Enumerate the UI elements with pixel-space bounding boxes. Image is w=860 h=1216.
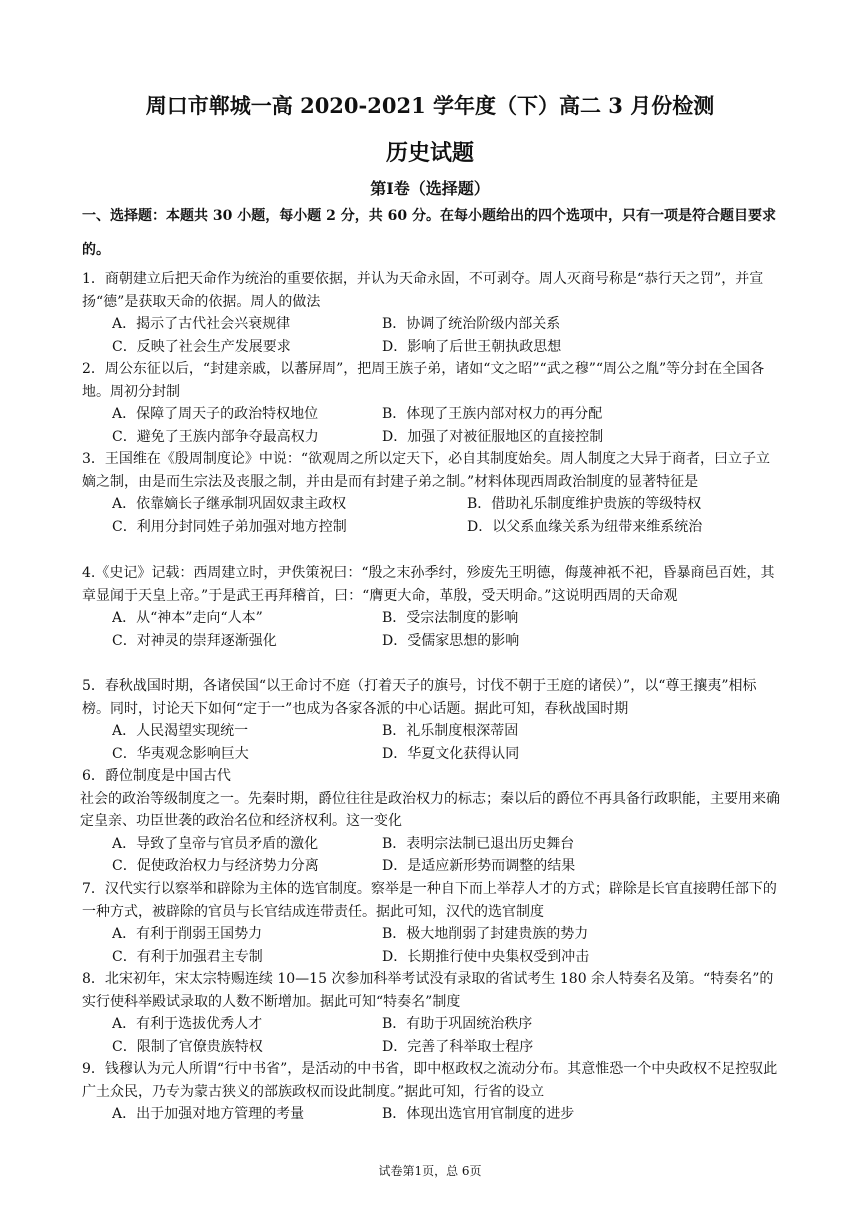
option-c: C．避免了王族内部争夺最高权力 <box>112 428 319 445</box>
option-b: B．借助礼乐制度维护贵族的等级特权 <box>467 496 702 512</box>
option-d: D．长期推行使中央集权受到冲击 <box>382 948 590 965</box>
option-a: A．依靠嫡长子继承制巩固奴隶主政权 <box>112 496 347 512</box>
option-b: B．表明宗法制已退出历史舞台 <box>382 835 575 852</box>
question-4 <box>82 562 782 652</box>
question-6 <box>82 765 782 878</box>
option-b: B．体现出选官用官制度的进步 <box>382 1106 575 1122</box>
option-d: D．是适应新形势而调整的结果 <box>382 858 576 874</box>
option-c: C．对神灵的崇拜逐渐强化 <box>112 632 277 649</box>
question-stem: 6．爵位制度是中国古代 <box>82 768 231 784</box>
option-b: B．有助于巩固统治秩序 <box>382 1016 533 1032</box>
option-d: D．受儒家思想的影响 <box>382 632 520 649</box>
question-stem: 8．北宋初年，宋太宗特赐连续 10—15 次参加科举考试没有录取的省试考生 180 余人特奏名及第。“特奏名”的实行使科举殿试录取的人数不断增加。据此可知“特奏名”制度 <box>82 971 774 1010</box>
instruction-text: 一、选择题：本题共 30 小题，每小题 2 分，共 60 分。在每小题给出的四个选项中，只有一项是符合题目要求的。 <box>82 208 776 258</box>
page-footer: 试卷第1页，总 6页 <box>378 1164 482 1178</box>
question-1 <box>82 268 782 358</box>
question-8 <box>82 968 782 1058</box>
option-b: B．体现了王族内部对权力的再分配 <box>382 406 603 422</box>
question-stem: 2．周公东征以后，“封建亲戚，以蕃屏周”，把周王族子弟，诸如“文之昭”“武之穆”“周公之胤”等分封在全国各地。周初分封制 <box>82 361 765 400</box>
option-d: D．加强了对被征服地区的直接控制 <box>382 428 604 445</box>
question-stem: 5．春秋战国时期，各诸侯国“以王命讨不庭（打着天子的旗号，讨伐不朝于王庭的诸侯）”，以“尊王攘夷”相标榜。同时，讨论天下如何“定于一”也成为各家各派的中心话题。据此可知，春秋战国时期 <box>82 678 757 717</box>
subject-title: 历史试题 <box>385 140 474 166</box>
option-c: C．限制了官僚贵族特权 <box>112 1038 263 1055</box>
option-a: A．有利于削弱王国势力 <box>112 926 263 942</box>
option-b: B．礼乐制度根深蒂固 <box>382 723 519 739</box>
option-d: D．完善了科举取士程序 <box>382 1038 534 1055</box>
question-stem: 4.《史记》记载：西周建立时，尹佚策祝曰：“殷之末孙季纣，殄废先王明德，侮蔑神祇不祀，昏暴商邑百姓，其章显闻于天皇上帝。”于是武王再拜稽首，曰：“膺更大命，革殷，受天明命。”这说明西周的天命观 <box>82 565 775 604</box>
option-a: A．从“神本”走向“人本” <box>112 610 263 626</box>
question-9 <box>82 1058 782 1126</box>
option-c: C．利用分封同姓子弟加强对地方控制 <box>112 518 347 535</box>
section-title: 第Ⅰ卷（选择题） <box>370 179 490 198</box>
option-d: D．以父系血缘关系为纽带来维系统治 <box>467 518 703 535</box>
question-2 <box>82 358 782 448</box>
option-c: C．有利于加强君主专制 <box>112 948 263 965</box>
question-stem: 1．商朝建立后把天命作为统治的重要依据，并认为天命永固，不可剥夺。周人灭商号称是“恭行天之罚”，并宣扬“德”是获取天命的依据。周人的做法 <box>82 271 764 310</box>
option-b: B．协调了统治阶级内部关系 <box>382 316 561 332</box>
exam-title: 周口市郸城一高 2020-2021 学年度（下）高二 3 月份检测 <box>145 93 715 118</box>
option-c: C．促使政治权力与经济势力分离 <box>112 858 319 874</box>
question-stem: 9．钱穆认为元人所谓“行中书省”，是活动的中书省，即中枢政权之流动分布。其意惟恐一个中央政权不足控驭此广土众民，乃专为蒙古狭义的部族政权而设此制度。”据此可知，行省的设立 <box>82 1061 778 1100</box>
question-stem: 7．汉代实行以察举和辟除为主体的选官制度。察举是一种自下而上举荐人才的方式；辟除是长官直接聘任部下的一种方式，被辟除的官员与长官结成连带责任。据此可知，汉代的选官制度 <box>82 881 777 920</box>
option-a: A．导致了皇帝与官员矛盾的激化 <box>112 835 319 852</box>
question-7 <box>82 878 782 968</box>
option-d: D．华夏文化获得认同 <box>382 745 520 762</box>
option-b: B．极大地削弱了封建贵族的势力 <box>382 926 589 942</box>
question-3 <box>82 448 782 538</box>
option-c: C．华夷观念影响巨大 <box>112 745 249 762</box>
question-stem: 3．王国维在《殷周制度论》中说：“欲观周之所以定天下，必自其制度始矣。周人制度之大异于商者，曰立子立嫡之制，由是而生宗法及丧服之制，并由是而有封建子弟之制。”材料体现西周政治制度的显著特征是 <box>82 451 771 490</box>
option-a: A．揭示了古代社会兴衰规律 <box>112 316 291 332</box>
option-a: A．出于加强对地方管理的考量 <box>112 1106 305 1122</box>
option-a: A．有利于选拔优秀人才 <box>112 1016 263 1032</box>
question-stem-continued: 社会的政治等级制度之一。先秦时期，爵位往往是政治权力的标志；秦以后的爵位不再具备行政职能，主要用来确定皇亲、功臣世袭的政治名位和经济权利。这一变化 <box>80 790 780 829</box>
option-c: C．反映了社会生产发展要求 <box>112 338 291 355</box>
option-d: D．影响了后世王朝执政思想 <box>382 338 562 355</box>
option-a: A．保障了周天子的政治特权地位 <box>112 406 319 422</box>
option-b: B．受宗法制度的影响 <box>382 610 519 626</box>
option-a: A．人民渴望实现统一 <box>112 723 249 739</box>
question-5 <box>82 675 782 765</box>
